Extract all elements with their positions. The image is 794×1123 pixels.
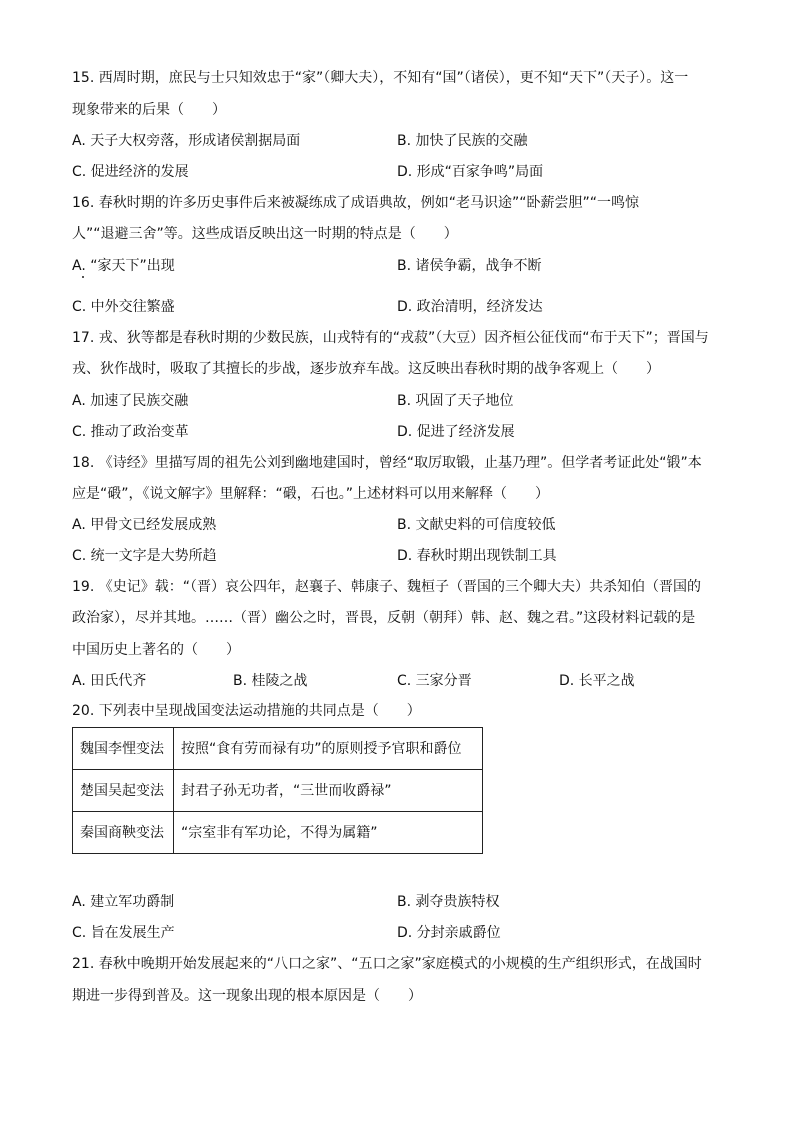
table-row — [73, 770, 483, 812]
q18-option-c: C. 统一文字是大势所趋 — [72, 548, 217, 564]
reform-name-cell: 魏国李悝变法 — [73, 728, 174, 770]
q15-option-a: A. 天子大权旁落，形成诸侯割据局面 — [72, 133, 301, 149]
q15-option-c: C. 促进经济的发展 — [72, 164, 189, 180]
q17-option-b: B. 巩固了天子地位 — [397, 393, 514, 409]
reform-table — [72, 727, 483, 854]
q17-option-d: D. 促进了经济发展 — [397, 424, 515, 440]
q16-option-a: A. “家天下”出现 — [72, 258, 175, 274]
q18-option-b: B. 文献史料的可信度较低 — [397, 517, 556, 533]
reform-content-cell: 按照“食有劳而禄有功”的原则授予官职和爵位 — [174, 728, 483, 770]
q21-stem-line1: 21. 春秋中晚期开始发展起来的“八口之家”、“五口之家”家庭模式的小规模的生产组织形式，在战国时 — [72, 956, 702, 972]
q18-stem-line2: 应是“碫”，《说文解字》里解释：“碫，石也。”上述材料可以用来解释（ ） — [72, 486, 550, 502]
q18-stem-line1: 18. 《诗经》里描写周的祖先公刘到幽地建国时，曾经“取厉取锻，止基乃理”。但学者考证此处“锻”本 — [72, 455, 702, 471]
q17-option-c: C. 推动了政治变革 — [72, 424, 189, 440]
reform-content-cell: 封君子孙无功者，“三世而收爵禄” — [174, 770, 483, 812]
reform-name-cell: 楚国吴起变法 — [73, 770, 174, 812]
table-row — [73, 728, 483, 770]
q16-stem-line2: 人”“退避三舍”等。这些成语反映出这一时期的特点是（ ） — [72, 226, 458, 242]
q16-option-d: D. 政治清明，经济发达 — [397, 299, 543, 315]
q18-option-a: A. 甲骨文已经发展成熟 — [72, 517, 217, 533]
q18-option-d: D. 春秋时期出现铁制工具 — [397, 548, 557, 564]
q19-option-d: D. 长平之战 — [559, 673, 635, 689]
q17-stem-line2: 戎、狄作战时，吸取了其擅长的步战，逐步放弃车战。这反映出春秋时期的战争客观上（ ） — [72, 361, 660, 377]
q17-stem-line1: 17. 戎、狄等都是春秋时期的少数民族，山戎特有的“戎菽”（大豆）因齐桓公征伐而“布于天下”；晋国与 — [72, 330, 709, 346]
q15-option-d: D. 形成“百家争鸣”局面 — [397, 164, 544, 180]
q20-option-d: D. 分封亲戚爵位 — [397, 925, 501, 941]
q19-stem-line3: 中国历史上著名的（ ） — [72, 642, 240, 658]
q15-option-b: B. 加快了民族的交融 — [397, 133, 528, 149]
table-row — [73, 812, 483, 854]
q15-stem-line1: 15. 西周时期，庶民与士只知效忠于“家”（卿大夫），不知有“国”（诸侯），更不知“天下”（天子）。这一 — [72, 70, 689, 86]
q19-option-a: A. 田氏代齐 — [72, 673, 147, 689]
q16-option-b: B. 诸侯争霸，战争不断 — [397, 258, 542, 274]
stray-dot-mark — [82, 276, 84, 278]
q20-stem-line1: 20. 下列表中呈现战国变法运动措施的共同点是（ ） — [72, 703, 421, 719]
q19-stem-line2: 政治家），尽并其地。……（晋）幽公之时，晋畏，反朝（朝拜）韩、赵、魏之君。”这段材料记载的是 — [72, 610, 696, 626]
q19-option-c: C. 三家分晋 — [397, 673, 472, 689]
q16-stem-line1: 16. 春秋时期的许多历史事件后来被凝练成了成语典故，例如“老马识途”“卧薪尝胆”“一鸣惊 — [72, 195, 639, 211]
reform-content-cell: “宗室非有军功论，不得为属籍” — [174, 812, 483, 854]
q20-option-a: A. 建立军功爵制 — [72, 894, 175, 910]
q20-option-c: C. 旨在发展生产 — [72, 925, 175, 941]
q21-stem-line2: 期进一步得到普及。这一现象出现的根本原因是（ ） — [72, 988, 422, 1004]
reform-name-cell: 秦国商鞅变法 — [73, 812, 174, 854]
q17-option-a: A. 加速了民族交融 — [72, 393, 189, 409]
q15-stem-line2: 现象带来的后果（ ） — [72, 102, 226, 118]
q19-stem-line1: 19. 《史记》载：“（晋）哀公四年，赵襄子、韩康子、魏桓子（晋国的三个卿大夫）共杀知伯（晋国的 — [72, 579, 701, 595]
q19-option-b: B. 桂陵之战 — [233, 673, 308, 689]
q16-option-c: C. 中外交往繁盛 — [72, 299, 175, 315]
q20-option-b: B. 剥夺贵族特权 — [397, 894, 500, 910]
